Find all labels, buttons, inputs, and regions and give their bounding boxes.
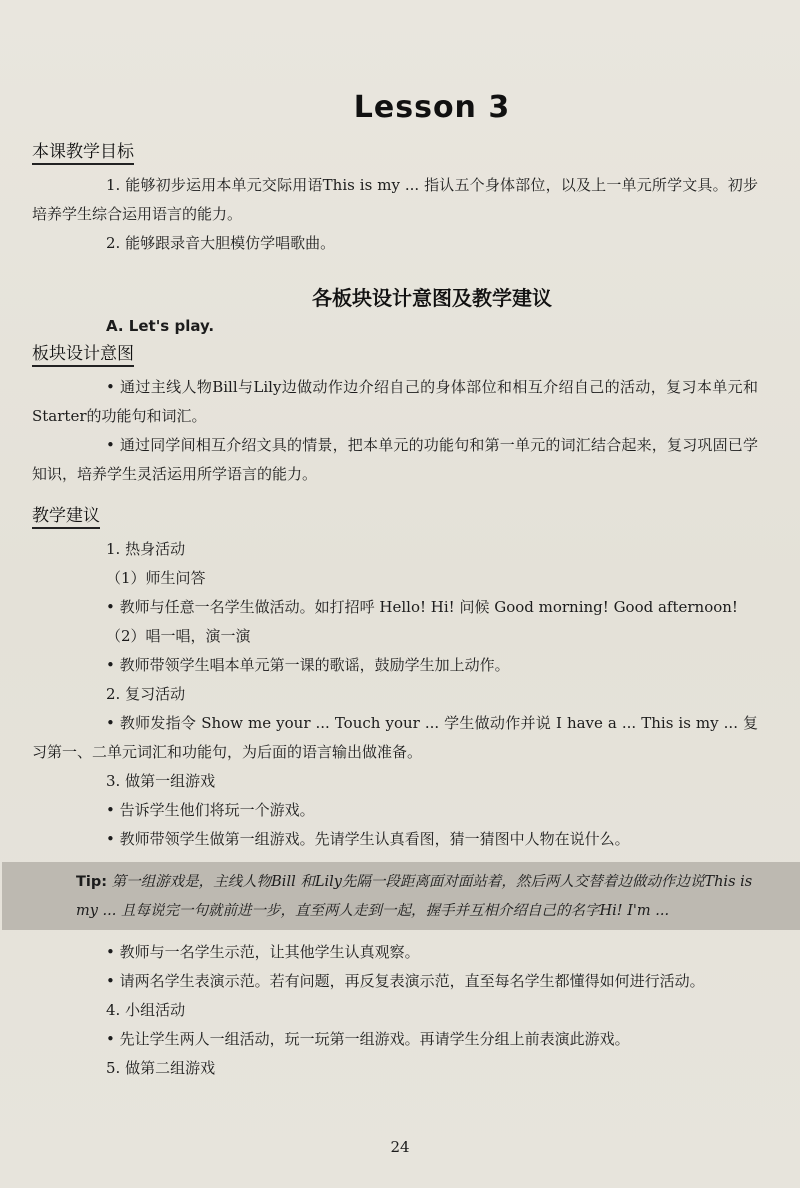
goals-heading: 本课教学目标 bbox=[32, 137, 134, 165]
line-game2-head: 5. 做第二组游戏 bbox=[106, 1059, 216, 1077]
design-point-2: • 通过同学间相互介绍文具的情景，把本单元的功能句和第一单元的词汇结合起来，复习巩固已学知识，培养学生灵活运用所学语言的能力。 bbox=[32, 436, 758, 483]
line-game1-a: • 告诉学生他们将玩一个游戏。 bbox=[106, 801, 315, 819]
tip-text: 第一组游戏是，主线人物Bill 和Lily先隔一段距离面对面站着，然后两人交替着边做动作边说This is my ... 且每说完一句就前进一步，直至两人走到一起，握手并互相介绍自己的名字Hi! I'm ... bbox=[76, 874, 753, 919]
line-group: • 先让学生两人一组活动，玩一玩第一组游戏。再请学生分组上前表演此游戏。 bbox=[106, 1030, 630, 1048]
line-game1-head: 3. 做第一组游戏 bbox=[106, 772, 216, 790]
line-demo: • 教师与一名学生示范，让其他学生认真观察。 bbox=[106, 943, 420, 961]
tip-box bbox=[2, 862, 800, 930]
line-sing-head: （2）唱一唱，演一演 bbox=[106, 627, 251, 645]
section-title: 各板块设计意图及教学建议 bbox=[312, 286, 552, 310]
line-review-head: 2. 复习活动 bbox=[106, 685, 186, 703]
part-a-title: A. Let's play. bbox=[106, 317, 215, 335]
line-greet: • 教师与任意一名学生做活动。如打招呼 Hello! Hi! 问候 Good morning! Good afternoon! bbox=[106, 598, 738, 616]
suggest-heading: 教学建议 bbox=[32, 501, 100, 529]
line-qa: （1）师生问答 bbox=[106, 569, 206, 587]
line-sing: • 教师带领学生唱本单元第一课的歌谣，鼓励学生加上动作。 bbox=[106, 656, 510, 674]
line-warmup: 1. 热身活动 bbox=[106, 540, 186, 558]
line-game1-b: • 教师带领学生做第一组游戏。先请学生认真看图，猜一猜图中人物在说什么。 bbox=[106, 830, 630, 848]
page-number: 24 bbox=[390, 1138, 410, 1156]
lesson-title: Lesson 3 bbox=[353, 90, 511, 125]
line-group-head: 4. 小组活动 bbox=[106, 1001, 186, 1019]
tip-label: Tip: bbox=[76, 874, 108, 890]
line-pair-demo: • 请两名学生表演示范。若有问题，再反复表演示范，直至每名学生都懂得如何进行活动。 bbox=[106, 972, 705, 990]
goal-item-2: 2. 能够跟录音大胆模仿学唱歌曲。 bbox=[106, 234, 336, 252]
design-point-1: • 通过主线人物Bill与Lily边做动作边介绍自己的身体部位和相互介绍自己的活动，复习本单元和Starter的功能句和词汇。 bbox=[32, 378, 758, 425]
line-review: • 教师发指令 Show me your ... Touch your ... 学生做动作并说 I have a ... This is my ... 复习第一、二单元词汇和功能句，为后面的语言输出做准备。 bbox=[32, 714, 758, 761]
goal-item-1: 1. 能够初步运用本单元交际用语This is my ... 指认五个身体部位，以及上一单元所学文具。初步培养学生综合运用语言的能力。 bbox=[32, 176, 758, 223]
design-heading: 板块设计意图 bbox=[32, 339, 134, 367]
